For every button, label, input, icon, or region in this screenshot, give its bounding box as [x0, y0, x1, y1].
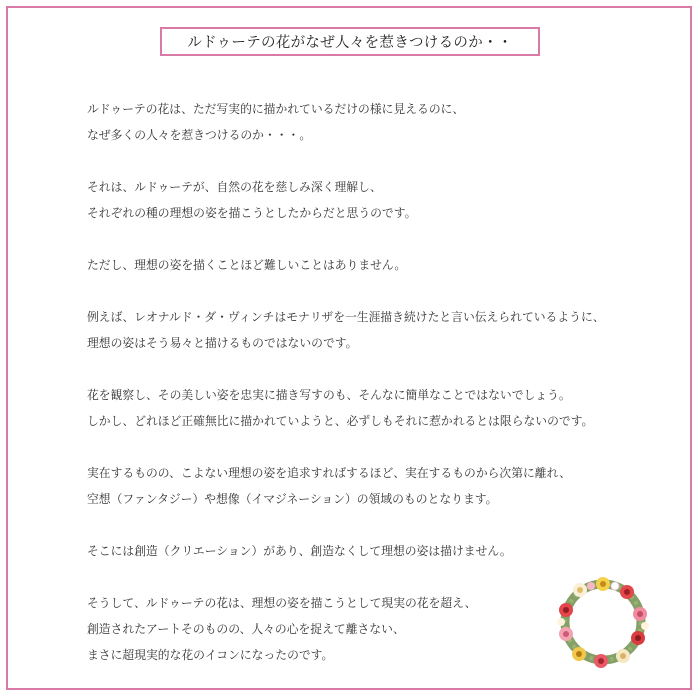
- text-line: 実在するものの、こよない理想の姿を追求すればするほど、実在するものから次第に離れ、: [87, 466, 571, 480]
- paragraph: [87, 252, 667, 278]
- text-line: まさに超現実的な花のイコンになったのです。: [87, 648, 334, 662]
- paragraph: [87, 382, 667, 434]
- text-line: なぜ多くの人々を惹きつけるのか・・・。: [87, 128, 312, 142]
- page-title: [160, 27, 540, 56]
- text-line: そうして、ルドゥーテの花は、理想の姿を描こうとして現実の花を超え、: [87, 596, 477, 610]
- text-line: しかし、どれほど正確無比に描かれていようと、必ずしもそれに惹かれるとは限らないのです。: [87, 414, 594, 428]
- text-line: 花を観察し、その美しい姿を忠実に描き写すのも、そんなに簡単なことではないでしょう。: [87, 388, 571, 402]
- paragraph: [87, 174, 667, 226]
- text-line: ルドゥーテの花は、ただ写実的に描かれているだけの様に見えるのに、: [87, 102, 465, 116]
- page-title-text: ルドゥーテの花がなぜ人々を惹きつけるのか・・: [187, 35, 513, 51]
- paragraph: [87, 304, 667, 356]
- text-line: それぞれの種の理想の姿を描こうとしたからだと思うのです。: [87, 206, 417, 220]
- paragraph: [87, 96, 667, 148]
- text-line: 空想（ファンタジー）や想像（イマジネーション）の領域のものとなります。: [87, 492, 498, 506]
- paragraph: [87, 538, 667, 564]
- flower-wreath-image: [553, 572, 653, 672]
- paragraph: [87, 460, 667, 512]
- text-line: 例えば、レオナルド・ダ・ヴィンチはモナリザを一生涯描き続けたと言い伝えられているように、: [87, 310, 605, 324]
- text-line: そこには創造（クリエーション）があり、創造なくして理想の姿は描けません。: [87, 544, 512, 558]
- text-line: ただし、理想の姿を描くことほど難しいことはありません。: [87, 258, 407, 272]
- text-line: 理想の姿はそう易々と描けるものではないのです。: [87, 336, 358, 350]
- text-line: 創造されたアートそのものの、人々の心を捉えて離さない、: [87, 622, 405, 636]
- text-line: それは、ルドゥーテが、自然の花を慈しみ深く理解し、: [87, 180, 382, 194]
